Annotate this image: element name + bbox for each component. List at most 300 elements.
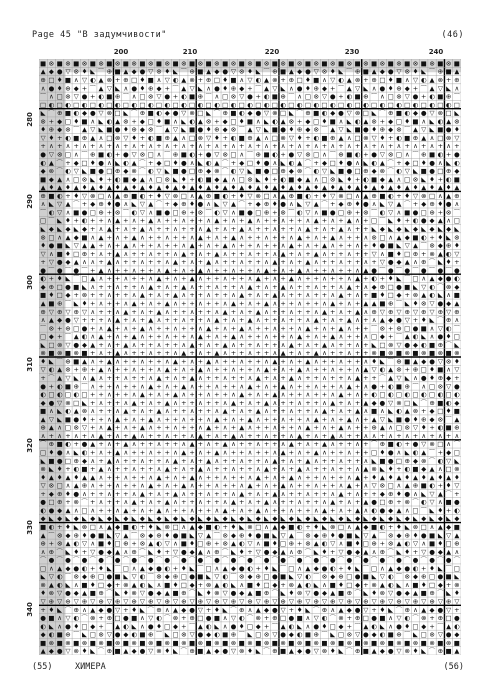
stitch-symbol: ⌒ bbox=[321, 556, 328, 565]
stitch-symbol: ∧ bbox=[197, 498, 203, 507]
stitch-symbol: ∧ bbox=[255, 241, 261, 250]
stitch-symbol: ♦ bbox=[288, 589, 295, 598]
stitch-symbol: ◣ bbox=[429, 506, 435, 515]
stitch-symbol: ▽ bbox=[313, 647, 319, 655]
stitch-symbol: ∧ bbox=[231, 390, 236, 399]
stitch-symbol: ● bbox=[114, 200, 121, 209]
stitch-symbol: + bbox=[230, 407, 237, 416]
stitch-symbol: ∧ bbox=[123, 374, 129, 383]
stitch-symbol: ◆ bbox=[40, 630, 46, 639]
stitch-symbol: + bbox=[313, 299, 319, 308]
stitch-symbol: ∧ bbox=[404, 506, 410, 515]
stitch-symbol: ■ bbox=[114, 647, 121, 655]
stitch-symbol: ● bbox=[396, 589, 402, 598]
stitch-symbol: ● bbox=[454, 614, 460, 623]
stitch-symbol: ▽ bbox=[371, 249, 377, 258]
stitch-symbol: + bbox=[181, 506, 187, 515]
stitch-symbol: ⌒ bbox=[106, 556, 113, 565]
stitch-symbol: ▲ bbox=[222, 564, 228, 573]
stitch-symbol: ◐ bbox=[73, 465, 80, 474]
stitch-symbol: ▲ bbox=[98, 332, 104, 341]
stitch-symbol: ■ bbox=[172, 167, 179, 176]
stitch-symbol: ▲ bbox=[305, 357, 311, 366]
stitch-symbol: ∧ bbox=[140, 307, 145, 316]
stitch-symbol: □ bbox=[313, 117, 320, 126]
stitch-symbol: ⌒ bbox=[370, 556, 378, 565]
stitch-symbol: □ bbox=[64, 390, 72, 399]
stitch-symbol: + bbox=[296, 506, 303, 515]
stitch-symbol: ■ bbox=[354, 638, 361, 647]
stitch-symbol: + bbox=[247, 489, 253, 498]
stitch-symbol: ⌒ bbox=[403, 630, 411, 639]
stitch-symbol: + bbox=[123, 216, 129, 225]
stitch-symbol: ⌒ bbox=[288, 556, 295, 565]
stitch-symbol: ▲ bbox=[90, 340, 96, 349]
stitch-symbol: ▲ bbox=[73, 407, 79, 416]
stitch-symbol: ⊗ bbox=[387, 349, 394, 358]
stitch-symbol: ⌒ bbox=[263, 647, 270, 655]
stitch-symbol: ■ bbox=[437, 92, 444, 101]
stitch-symbol: ◣ bbox=[363, 84, 369, 93]
stitch-symbol: ▲ bbox=[173, 183, 179, 192]
stitch-symbol: ▲ bbox=[379, 316, 385, 325]
stitch-symbol: ■ bbox=[230, 109, 237, 118]
stitch-symbol: + bbox=[123, 465, 129, 474]
stitch-symbol: ▲ bbox=[57, 564, 63, 573]
stitch-symbol: + bbox=[230, 374, 237, 383]
stitch-symbol: + bbox=[346, 465, 353, 474]
stitch-symbol: ◆ bbox=[421, 357, 427, 366]
stitch-symbol: + bbox=[156, 332, 162, 341]
stitch-symbol: ◆ bbox=[429, 605, 435, 614]
stitch-symbol: ♦ bbox=[396, 249, 402, 258]
stitch-symbol: □ bbox=[155, 100, 163, 109]
stitch-symbol: ⊗ bbox=[81, 523, 88, 532]
stitch-symbol: + bbox=[230, 225, 237, 234]
stitch-symbol: ◣ bbox=[48, 357, 54, 366]
stitch-symbol: □ bbox=[197, 614, 204, 623]
stitch-symbol: ∧ bbox=[346, 398, 352, 407]
stitch-symbol: ■ bbox=[337, 167, 345, 176]
stitch-symbol: ⊗ bbox=[238, 572, 245, 581]
stitch-symbol: ∧ bbox=[305, 415, 311, 424]
stitch-symbol: ● bbox=[164, 92, 171, 101]
stitch-symbol: + bbox=[238, 374, 245, 383]
stitch-symbol: ▽ bbox=[421, 125, 427, 134]
stitch-symbol: ▽ bbox=[82, 307, 88, 316]
stitch-symbol: ● bbox=[73, 415, 80, 424]
stitch-symbol: ∧ bbox=[330, 241, 336, 250]
stitch-symbol: ◆ bbox=[346, 605, 352, 614]
stitch-symbol: ▲ bbox=[297, 233, 303, 242]
stitch-symbol: + bbox=[313, 291, 319, 300]
stitch-symbol: ▲ bbox=[123, 307, 129, 316]
stitch-symbol: + bbox=[123, 382, 129, 391]
stitch-symbol: + bbox=[305, 481, 311, 490]
stitch-symbol: + bbox=[147, 332, 154, 341]
stitch-symbol: ∧ bbox=[322, 249, 327, 258]
stitch-symbol: ◐ bbox=[238, 614, 245, 623]
stitch-symbol: ◐ bbox=[437, 456, 444, 465]
stitch-symbol: + bbox=[288, 365, 295, 374]
stitch-symbol: ▲ bbox=[197, 547, 203, 556]
stitch-symbol: ● bbox=[48, 241, 55, 250]
stitch-symbol: ♦ bbox=[114, 183, 121, 192]
stitch-symbol: □ bbox=[139, 92, 146, 101]
stitch-symbol: ◐ bbox=[56, 572, 63, 581]
stitch-symbol: ∧ bbox=[305, 316, 311, 325]
stitch-symbol: ⊕ bbox=[56, 498, 63, 507]
stitch-symbol: + bbox=[147, 489, 154, 498]
stitch-symbol: ▲ bbox=[346, 415, 352, 424]
stitch-symbol: ▽ bbox=[297, 150, 303, 159]
stitch-symbol: ◣ bbox=[330, 630, 336, 639]
stitch-symbol: □ bbox=[304, 92, 311, 101]
stitch-symbol: ∧ bbox=[214, 357, 220, 366]
stitch-symbol: + bbox=[205, 407, 212, 416]
stitch-symbol: ∧ bbox=[297, 274, 303, 283]
stitch-symbol: ◣ bbox=[181, 117, 187, 126]
stitch-symbol: + bbox=[288, 423, 295, 432]
stitch-symbol: ∧ bbox=[90, 506, 96, 515]
stitch-symbol: ⊗ bbox=[172, 614, 179, 623]
stitch-symbol: ▽ bbox=[139, 597, 145, 606]
stitch-symbol: ◆ bbox=[454, 398, 460, 407]
stitch-symbol: ⊗ bbox=[205, 117, 212, 126]
stitch-symbol: ▽ bbox=[222, 597, 228, 606]
stitch-symbol: ▲ bbox=[264, 365, 270, 374]
stitch-symbol: ∧ bbox=[421, 382, 427, 391]
stitch-symbol: ⊕ bbox=[396, 630, 402, 639]
stitch-symbol: ▽ bbox=[421, 282, 427, 291]
stitch-symbol: + bbox=[230, 456, 237, 465]
stitch-symbol: ▲ bbox=[197, 117, 203, 126]
stitch-symbol: ∧ bbox=[297, 498, 303, 507]
stitch-symbol: ■ bbox=[453, 59, 460, 68]
stitch-symbol: + bbox=[98, 316, 104, 325]
stitch-symbol: ♦ bbox=[346, 183, 353, 192]
stitch-symbol: ▲ bbox=[280, 249, 286, 258]
stitch-symbol: + bbox=[305, 382, 311, 391]
stitch-symbol: ● bbox=[313, 622, 320, 631]
stitch-symbol: + bbox=[313, 340, 319, 349]
stitch-symbol: ◐ bbox=[205, 622, 212, 631]
stitch-symbol: ⊗ bbox=[230, 92, 237, 101]
stitch-symbol: ◣ bbox=[148, 547, 154, 556]
stitch-symbol: ◐ bbox=[222, 580, 229, 589]
stitch-symbol: ▽ bbox=[412, 539, 418, 548]
stitch-symbol: ∧ bbox=[388, 423, 394, 432]
stitch-symbol: ⊗ bbox=[139, 539, 146, 548]
stitch-symbol: ◐ bbox=[371, 506, 377, 515]
stitch-symbol: ● bbox=[437, 605, 444, 614]
stitch-symbol: + bbox=[280, 307, 286, 316]
stitch-symbol: ● bbox=[420, 216, 427, 225]
stitch-symbol: ∧ bbox=[173, 117, 178, 126]
stitch-symbol: ▲ bbox=[189, 523, 195, 532]
stitch-symbol: ● bbox=[420, 109, 427, 118]
stitch-symbol: + bbox=[321, 357, 328, 366]
stitch-symbol: ● bbox=[271, 605, 278, 614]
stitch-symbol: ∧ bbox=[90, 456, 96, 465]
stitch-symbol: ⊗ bbox=[147, 638, 154, 647]
stitch-symbol: + bbox=[156, 233, 162, 242]
stitch-symbol: ⌒ bbox=[48, 374, 55, 383]
stitch-symbol: + bbox=[288, 605, 295, 614]
stitch-symbol: ⊕ bbox=[421, 572, 427, 581]
stitch-symbol: ⌒ bbox=[139, 158, 146, 167]
stitch-symbol: ⌒ bbox=[172, 84, 179, 93]
stitch-symbol: □ bbox=[428, 382, 436, 391]
stitch-symbol: ◣ bbox=[446, 514, 452, 523]
stitch-symbol: ⌒ bbox=[437, 316, 444, 325]
stitch-symbol: ∧ bbox=[90, 282, 96, 291]
stitch-symbol: ■ bbox=[238, 59, 245, 68]
stitch-symbol: ∧ bbox=[264, 307, 269, 316]
stitch-symbol: ∧ bbox=[239, 382, 245, 391]
stitch-symbol: + bbox=[131, 349, 137, 358]
stitch-symbol: ⊕ bbox=[123, 539, 129, 548]
stitch-symbol: + bbox=[238, 440, 245, 449]
stitch-symbol: ▲ bbox=[148, 316, 154, 325]
stitch-symbol: + bbox=[40, 374, 46, 383]
stitch-symbol: ▲ bbox=[148, 415, 154, 424]
stitch-symbol: ● bbox=[371, 498, 377, 507]
stitch-symbol: + bbox=[131, 282, 137, 291]
stitch-symbol: ▽ bbox=[272, 84, 278, 93]
stitch-symbol: + bbox=[98, 506, 104, 515]
stitch-symbol: ∧ bbox=[330, 340, 336, 349]
stitch-symbol: ∧ bbox=[247, 249, 253, 258]
stitch-symbol: ∧ bbox=[90, 233, 96, 242]
stitch-symbol: ∧ bbox=[231, 241, 236, 250]
stitch-symbol: + bbox=[114, 489, 121, 498]
stitch-symbol: + bbox=[222, 365, 228, 374]
row-number: 290 bbox=[26, 194, 34, 209]
stitch-symbol: ∧ bbox=[156, 365, 162, 374]
column-number: 220 bbox=[264, 48, 280, 56]
stitch-symbol: ◣ bbox=[371, 456, 377, 465]
stitch-symbol: ◣ bbox=[230, 547, 236, 556]
stitch-symbol: ▲ bbox=[371, 299, 377, 308]
stitch-symbol: + bbox=[106, 233, 113, 242]
stitch-symbol: ♦ bbox=[255, 580, 262, 589]
stitch-symbol: ⊕ bbox=[280, 167, 286, 176]
stitch-symbol: ∧ bbox=[148, 208, 154, 217]
stitch-symbol: ● bbox=[280, 125, 286, 134]
stitch-symbol: ⊕ bbox=[181, 200, 187, 209]
stitch-symbol: ⌒ bbox=[48, 266, 55, 275]
stitch-symbol: ∧ bbox=[231, 489, 236, 498]
stitch-symbol: ⊕ bbox=[238, 531, 245, 540]
stitch-symbol: + bbox=[263, 316, 270, 325]
stitch-symbol: ⌒ bbox=[130, 531, 138, 540]
stitch-symbol: ∧ bbox=[222, 374, 228, 383]
stitch-symbol: + bbox=[189, 415, 195, 424]
stitch-symbol: ■ bbox=[197, 572, 204, 581]
stitch-symbol: ∧ bbox=[90, 332, 96, 341]
stitch-symbol: ■ bbox=[73, 282, 80, 291]
stitch-symbol: ♦ bbox=[40, 125, 47, 134]
stitch-symbol: ▲ bbox=[346, 76, 352, 85]
stitch-symbol: ▽ bbox=[48, 258, 54, 267]
stitch-symbol: ∧ bbox=[346, 133, 352, 142]
stitch-symbol: + bbox=[288, 291, 295, 300]
stitch-symbol: ◣ bbox=[396, 274, 402, 283]
stitch-symbol: + bbox=[387, 332, 394, 341]
stitch-symbol: ◐ bbox=[445, 249, 452, 258]
stitch-symbol: ▲ bbox=[48, 158, 54, 167]
stitch-symbol: ◐ bbox=[131, 630, 137, 639]
stitch-symbol: + bbox=[354, 423, 361, 432]
stitch-symbol: ⊗ bbox=[131, 589, 137, 598]
stitch-symbol: ◆ bbox=[396, 564, 402, 573]
stitch-symbol: ⊕ bbox=[65, 84, 71, 93]
stitch-symbol: + bbox=[106, 142, 113, 151]
stitch-symbol: ∧ bbox=[305, 390, 311, 399]
stitch-symbol: + bbox=[48, 382, 55, 391]
stitch-symbol: ⊕ bbox=[387, 299, 394, 308]
stitch-symbol: + bbox=[321, 456, 328, 465]
stitch-symbol: + bbox=[288, 266, 295, 275]
stitch-symbol: ◆ bbox=[206, 514, 212, 523]
stitch-symbol: □ bbox=[89, 208, 96, 217]
stitch-symbol: ▽ bbox=[388, 200, 394, 209]
stitch-symbol: ◆ bbox=[131, 647, 137, 655]
stitch-symbol: ⌒ bbox=[72, 274, 80, 283]
stitch-symbol: ∧ bbox=[189, 382, 195, 391]
stitch-symbol: ∧ bbox=[214, 258, 220, 267]
stitch-symbol: □ bbox=[395, 150, 403, 159]
stitch-symbol: ⊕ bbox=[81, 597, 88, 606]
stitch-symbol: □ bbox=[40, 564, 47, 573]
stitch-symbol: ⊗ bbox=[363, 133, 369, 142]
stitch-symbol: ⌒ bbox=[453, 208, 461, 217]
stitch-symbol: ◣ bbox=[313, 580, 319, 589]
stitch-symbol: ■ bbox=[404, 59, 411, 68]
stitch-symbol: ▲ bbox=[272, 390, 278, 399]
stitch-symbol: ◐ bbox=[164, 100, 171, 109]
stitch-symbol: □ bbox=[453, 564, 460, 573]
stitch-symbol: + bbox=[189, 142, 195, 151]
stitch-symbol: ◐ bbox=[445, 175, 452, 184]
stitch-symbol: ◆ bbox=[338, 200, 344, 209]
stitch-symbol: ● bbox=[230, 622, 237, 631]
stitch-symbol: ⊗ bbox=[139, 150, 146, 159]
stitch-symbol: ∧ bbox=[156, 465, 162, 474]
stitch-symbol: ▲ bbox=[321, 183, 327, 192]
stitch-symbol: + bbox=[65, 431, 71, 440]
stitch-symbol: ∧ bbox=[255, 316, 261, 325]
stitch-symbol: ◣ bbox=[388, 407, 394, 416]
stitch-symbol: ▽ bbox=[371, 133, 377, 142]
stitch-symbol: + bbox=[131, 249, 137, 258]
stitch-symbol: ● bbox=[147, 622, 154, 631]
stitch-symbol: ▲ bbox=[90, 605, 96, 614]
stitch-symbol: + bbox=[56, 142, 63, 151]
stitch-symbol: ⊗ bbox=[371, 117, 377, 126]
stitch-symbol: + bbox=[338, 142, 344, 151]
stitch-symbol: ◐ bbox=[412, 332, 419, 341]
stitch-symbol: ▽ bbox=[321, 167, 327, 176]
stitch-symbol: ▽ bbox=[230, 647, 236, 655]
stitch-symbol: ∧ bbox=[206, 84, 212, 93]
stitch-symbol: ● bbox=[255, 109, 262, 118]
stitch-symbol: ▲ bbox=[206, 531, 212, 540]
stitch-symbol: ∧ bbox=[338, 456, 344, 465]
stitch-symbol: ∧ bbox=[98, 299, 104, 308]
stitch-symbol: ∧ bbox=[156, 150, 162, 159]
stitch-symbol: ▲ bbox=[247, 415, 253, 424]
stitch-symbol: ■ bbox=[280, 67, 287, 76]
stitch-symbol: ∧ bbox=[164, 407, 170, 416]
stitch-symbol: □ bbox=[445, 109, 452, 118]
stitch-symbol: + bbox=[205, 233, 212, 242]
stitch-symbol: ▲ bbox=[264, 398, 270, 407]
stitch-symbol: + bbox=[147, 390, 154, 399]
stitch-symbol: ▽ bbox=[40, 481, 46, 490]
stitch-symbol: ⊗ bbox=[404, 647, 410, 655]
stitch-symbol: ◣ bbox=[429, 514, 435, 523]
stitch-symbol: ∧ bbox=[98, 473, 104, 482]
stitch-symbol: ▲ bbox=[73, 332, 79, 341]
stitch-symbol: ▲ bbox=[156, 407, 162, 416]
stitch-symbol: + bbox=[214, 473, 220, 482]
stitch-symbol: ∧ bbox=[355, 415, 360, 424]
stitch-symbol: + bbox=[131, 423, 137, 432]
stitch-symbol: ♦ bbox=[429, 374, 435, 383]
stitch-symbol: + bbox=[197, 340, 204, 349]
stitch-symbol: ▲ bbox=[421, 448, 427, 457]
stitch-symbol: ◣ bbox=[247, 167, 253, 176]
stitch-symbol: ■ bbox=[428, 150, 436, 159]
stitch-symbol: ∧ bbox=[222, 622, 228, 631]
stitch-symbol: + bbox=[156, 382, 162, 391]
stitch-symbol: ● bbox=[205, 614, 212, 623]
stitch-symbol: + bbox=[363, 415, 369, 424]
stitch-symbol: + bbox=[197, 216, 204, 225]
stitch-symbol: + bbox=[230, 423, 237, 432]
stitch-symbol: ● bbox=[81, 324, 88, 333]
stitch-symbol: ⊗ bbox=[296, 59, 303, 68]
stitch-symbol: + bbox=[98, 415, 104, 424]
stitch-symbol: ⌒ bbox=[329, 614, 336, 623]
stitch-symbol: ∧ bbox=[454, 316, 460, 325]
stitch-symbol: ▲ bbox=[363, 117, 369, 126]
stitch-symbol: + bbox=[123, 489, 129, 498]
stitch-symbol: ■ bbox=[48, 349, 55, 358]
stitch-symbol: ◆ bbox=[239, 158, 245, 167]
stitch-symbol: ■ bbox=[437, 638, 444, 647]
stitch-symbol: ⊕ bbox=[98, 589, 104, 598]
stitch-symbol: ◐ bbox=[65, 407, 71, 416]
stitch-symbol: + bbox=[396, 498, 402, 507]
stitch-symbol: ● bbox=[81, 556, 88, 565]
stitch-symbol: ∧ bbox=[173, 423, 178, 432]
stitch-symbol: ■ bbox=[97, 150, 105, 159]
stitch-symbol: ● bbox=[197, 556, 204, 565]
stitch-symbol: ▽ bbox=[396, 647, 402, 655]
stitch-symbol: ▲ bbox=[404, 183, 410, 192]
stitch-symbol: + bbox=[330, 357, 336, 366]
stitch-symbol: ⊗ bbox=[197, 638, 204, 647]
stitch-symbol: + bbox=[106, 498, 113, 507]
stitch-symbol: ■ bbox=[263, 539, 270, 548]
stitch-symbol: ▽ bbox=[189, 597, 195, 606]
stitch-symbol: ∧ bbox=[437, 191, 443, 200]
stitch-symbol: ● bbox=[106, 605, 113, 614]
stitch-symbol: + bbox=[114, 299, 121, 308]
